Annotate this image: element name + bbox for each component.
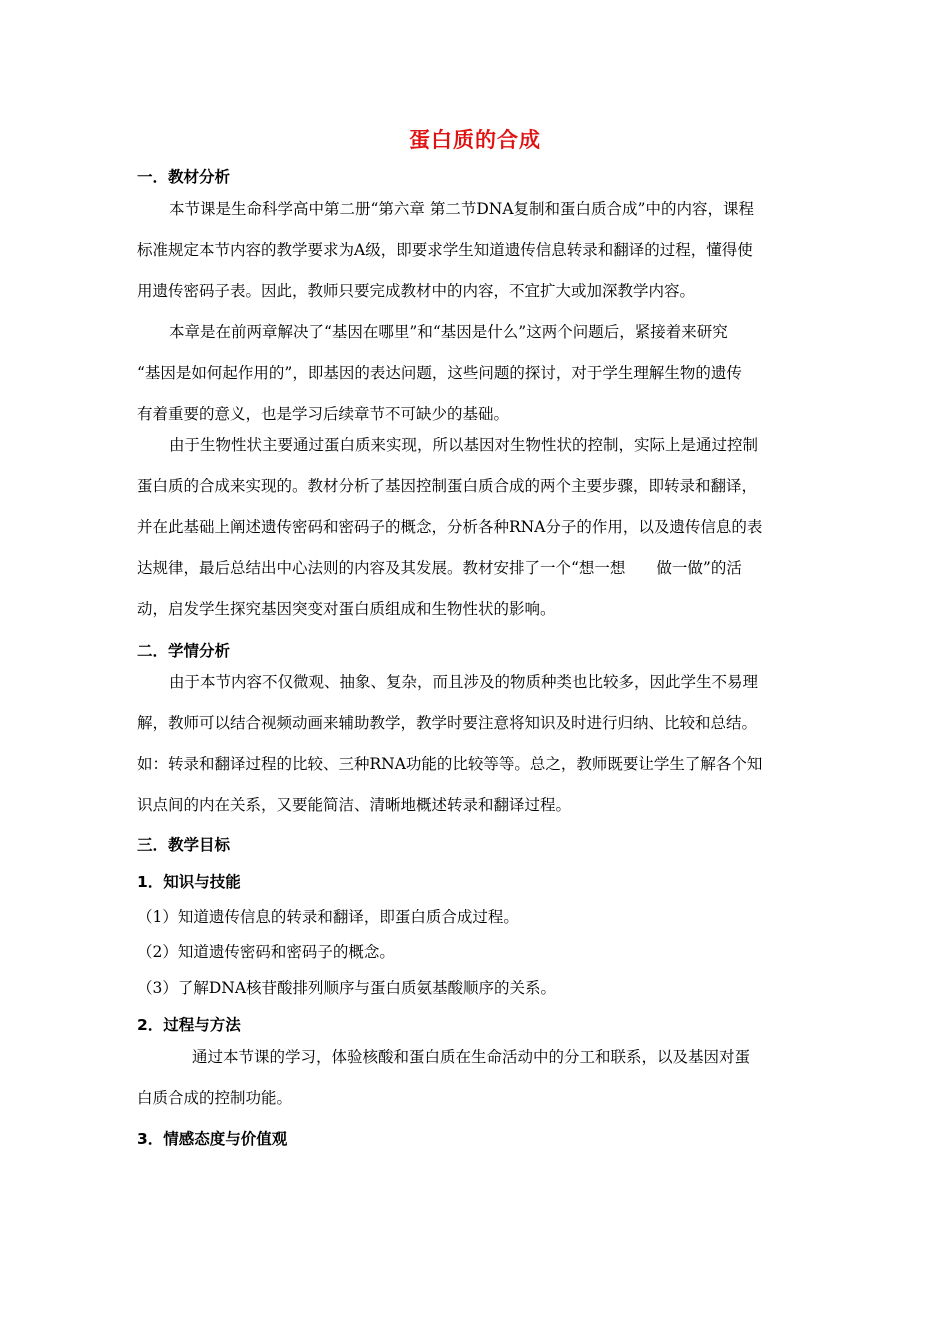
paragraph-line: 由于生物性状主要通过蛋白质来实现，所以基因对生物性状的控制，实际上是通过控制 (169, 436, 759, 454)
paragraph-line: 蛋白质的合成来实现的。教材分析了基因控制蛋白质合成的两个主要步骤，即转录和翻译， (137, 477, 758, 495)
heading-knowledge-skills: 1．知识与技能 (137, 873, 241, 891)
paragraph-line: 并在此基础上阐述遗传密码和密码子的概念，分析各种RNA分子的作用，以及遗传信息的表 (137, 518, 763, 536)
paragraph-line: 动，启发学生探究基因突变对蛋白质组成和生物性状的影响。 (137, 600, 556, 618)
heading-process-method: 2．过程与方法 (137, 1016, 241, 1034)
objective-item-2: （2）知道遗传密码和密码子的概念。 (137, 943, 395, 961)
paragraph-process-method (137, 1037, 815, 1119)
paragraph-line: 有着重要的意义，也是学习后续章节不可缺少的基础。 (137, 405, 510, 423)
paragraph-line: 本章是在前两章解决了“基因在哪里”和“基因是什么”这两个问题后，紧接着来研究 (169, 323, 728, 341)
paragraph-textbook-2 (137, 312, 815, 435)
paragraph-textbook-3 (137, 425, 815, 630)
objective-item-3: （3）了解DNA核苷酸排列顺序与蛋白质氨基酸顺序的关系。 (137, 979, 557, 997)
paragraph-textbook-1 (137, 189, 815, 312)
paragraph-line: 白质合成的控制功能。 (137, 1089, 293, 1107)
paragraph-student-analysis (137, 662, 815, 826)
heading-attitude-values: 3．情感态度与价值观 (137, 1130, 288, 1148)
heading-teaching-objectives: 三．教学目标 (137, 836, 231, 854)
paragraph-line: 达规律，最后总结出中心法则的内容及其发展。教材安排了一个“想一想 做一做”的活 (137, 559, 742, 577)
paragraph-line: 识点间的内在关系，又要能简洁、清晰地概述转录和翻译过程。 (137, 796, 572, 814)
paragraph-line: 由于本节内容不仅微观、抽象、复杂，而且涉及的物质种类也比较多，因此学生不易理 (169, 673, 759, 691)
objective-item-1: （1）知道遗传信息的转录和翻译，即蛋白质合成过程。 (137, 908, 519, 926)
paragraph-line: 通过本节课的学习，体验核酸和蛋白质在生命活动中的分工和联系，以及基因对蛋 (192, 1048, 751, 1066)
paragraph-line: 如：转录和翻译过程的比较、三种RNA功能的比较等等。总之，教师既要让学生了解各个知 (137, 755, 763, 773)
heading-student-analysis: 二．学情分析 (137, 642, 231, 660)
paragraph-line: 本节课是生命科学高中第二册“第六章 第二节DNA复制和蛋白质合成”中的内容，课程 (169, 200, 754, 218)
paragraph-line: “基因是如何起作用的”，即基因的表达问题，这些问题的探讨，对于学生理解生物的遗传 (137, 364, 742, 382)
paragraph-line: 解，教师可以结合视频动画来辅助教学，教学时要注意将知识及时进行归纳、比较和总结。 (137, 714, 758, 732)
paragraph-line: 标准规定本节内容的教学要求为A级，即要求学生知道遗传信息转录和翻译的过程，懂得使 (137, 241, 753, 259)
paragraph-line: 用遗传密码子表。因此，教师只要完成教材中的内容，不宜扩大或加深教学内容。 (137, 282, 696, 300)
document-title: 蛋白质的合成 (409, 128, 541, 152)
heading-textbook-analysis: 一．教材分析 (137, 168, 231, 186)
